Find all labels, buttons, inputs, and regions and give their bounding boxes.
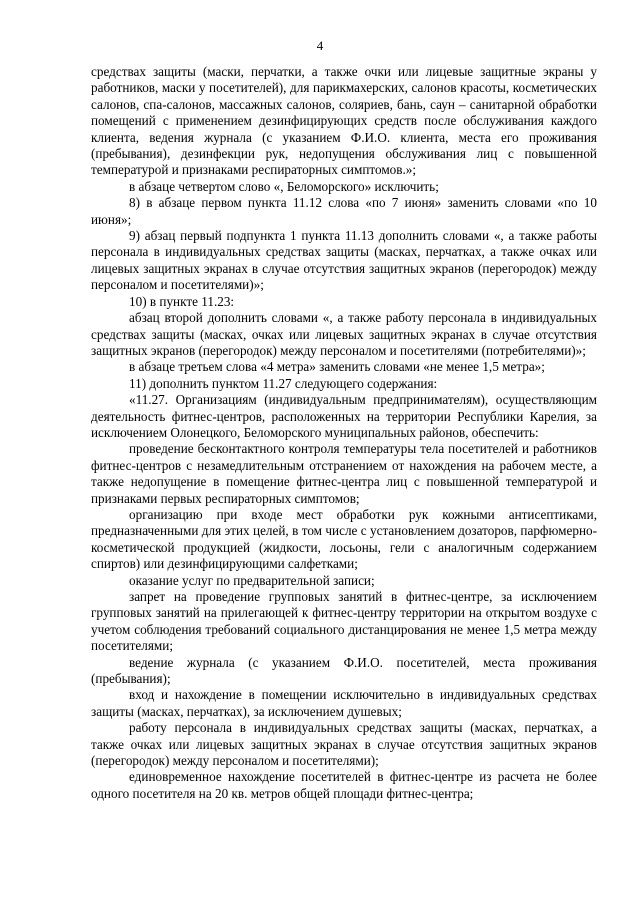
paragraph: вход и нахождение в помещении исключительно в индивидуальных средствах защиты (масках, перчатках), за исключением душевых; <box>91 687 597 719</box>
document-body <box>91 64 597 802</box>
paragraph: запрет на проведение групповых занятий в фитнес-центре, за исключением групповых занятий на прилегающей к фитнес-центру территории на открытом воздухе с учетом соблюдения требований социального дистанцирования не менее 1,5 метра между посетителями; <box>91 589 597 654</box>
paragraph-continuation: средствах защиты (маски, перчатки, а также очки или лицевые защитные экраны у работников, маски у посетителей), для парикмахерских, салонов красоты, косметических салонов, спа-салонов, массажных салонов, соляриев, бань, саун – санитарной обработки помещений с применением дезинфицирующих средств после обслуживания каждого клиента, ведения журнала (с указанием Ф.И.О. клиента, места его проживания (пребывания), дезинфекции рук, недопущения обслуживания лиц с повышенной температурой и признаками респираторных симптомов.»; <box>91 64 597 178</box>
paragraph: абзац второй дополнить словами «, а также работу персонала в индивидуальных средствах защиты (масках, очках или лицевых защитных экранах в случае отсутствия защитных экранов (перегородок) между персоналом и посетителями (потребителями)»; <box>91 310 597 358</box>
paragraph: ведение журнала (с указанием Ф.И.О. посетителей, места проживания (пребывания); <box>91 654 597 687</box>
paragraph: 9) абзац первый подпункта 1 пункта 11.13 дополнить словами «, а также работы персонала в индивидуальных средствах защиты (масках, перчатках, а также очках или лицевых защитных экранах в случае отсутствия защитных экранов (перегородок) между персоналом и посетителями)»; <box>91 228 597 293</box>
paragraph: «11.27. Организациям (индивидуальным предпринимателям), осуществляющим деятельность фитнес-центров, расположенных на территории Республики Карелия, за исключением Олонецкого, Беломорского муниципальных районов, обеспечить: <box>91 392 597 440</box>
paragraph: 8) в абзаце первом пункта 11.12 слова «по 7 июня» заменить словами «по 10 июня»; <box>91 195 597 227</box>
paragraph: проведение бесконтактного контроля температуры тела посетителей и работников фитнес-центров с незамедлительным отстранением от нахождения на рабочем месте, а также недопущение в помещение фитнес-центра лиц с повышенной температурой и признаками первых респираторных симптомов; <box>91 441 597 506</box>
paragraph: 10) в пункте 11.23: <box>129 293 235 309</box>
paragraph: в абзаце четвертом слово «, Беломорского» исключить; <box>129 178 439 194</box>
paragraph: работу персонала в индивидуальных средствах защиты (масках, перчатках, а также очках или лицевых защитных экранах в случае отсутствия защитных экранов (перегородок) между персоналом и посетителями); <box>91 720 597 769</box>
paragraph: 11) дополнить пунктом 11.27 следующего содержания: <box>129 375 438 391</box>
paragraph: в абзаце третьем слова «4 метра» заменить словами «не менее 1,5 метра»; <box>129 359 545 375</box>
paragraph: организацию при входе мест обработки рук кожными антисептиками, предназначенными для этих целей, в том числе с установлением дозаторов, парфюмерно-косметической продукцией (жидкости, лосьоны, гели с аналогичным содержанием спиртов) или дезинфицирующими салфетками; <box>91 506 597 572</box>
paragraph: единовременное нахождение посетителей в фитнес-центре из расчета не более одного посетителя на 20 кв. метров общей площади фитнес-центра; <box>91 769 597 801</box>
page-number: 4 <box>316 38 324 53</box>
paragraph: оказание услуг по предварительной записи; <box>129 572 375 588</box>
